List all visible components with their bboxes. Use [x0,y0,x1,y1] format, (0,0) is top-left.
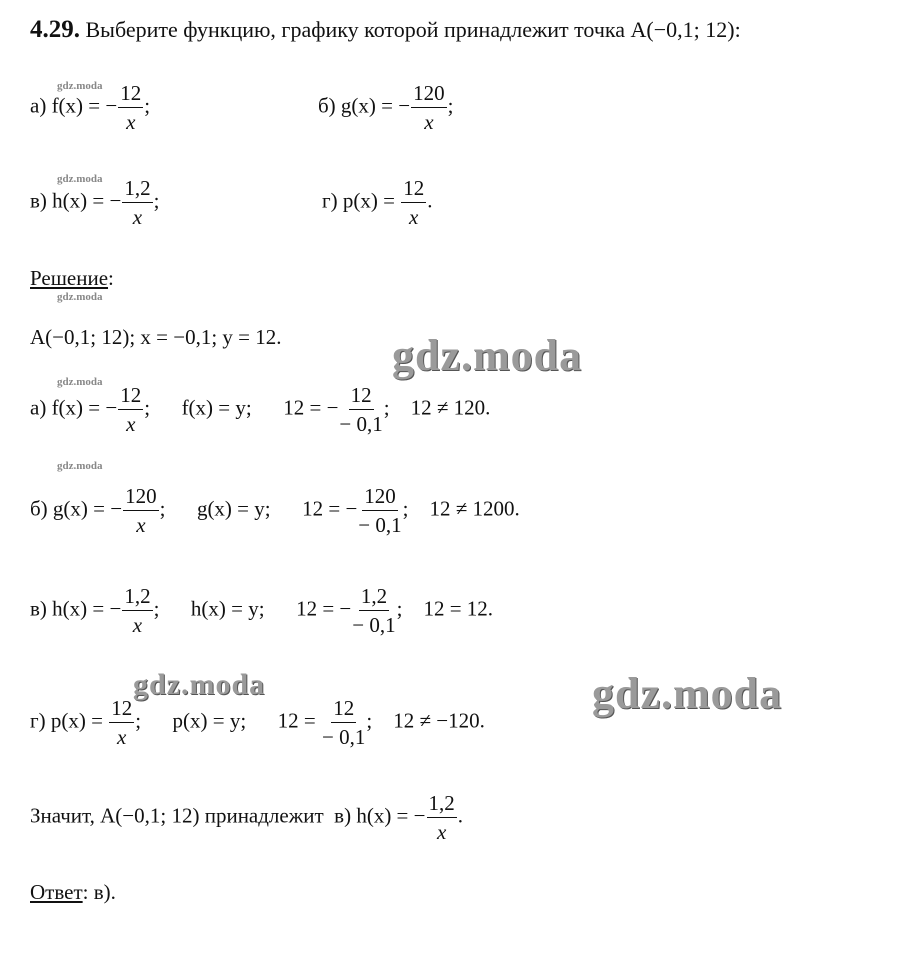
fraction-numerator: 12 [118,80,143,108]
watermark-big: gdz.moda [392,331,583,380]
option-a-suffix: ; [144,93,151,118]
option-b [318,80,453,135]
option-g-prefix: г) p(x) = [322,188,401,213]
step-a-lhs: а) f(x) = − [30,395,118,420]
step-a-middle: ; f(x) = y; 12 = − [144,395,339,420]
conclusion-text: Значит, A(−0,1; 12) принадлежит в) h(x) = − [30,803,426,828]
answer-label: Ответ [30,880,83,904]
watermark-small: gdz.moda [57,80,103,92]
option-g-fraction [401,175,426,230]
step-b-result: ; 12 ≠ 1200. [402,496,520,521]
fraction-denominator: x [424,110,434,134]
option-g-suffix: . [427,188,433,213]
fraction-denominator: x [132,613,143,637]
step-a-right-fraction [339,382,382,437]
fraction-denominator: − 0,1 [322,725,366,749]
option-v-fraction [122,175,152,230]
problem-title [30,16,741,44]
watermark-small: gdz.moda [57,460,103,472]
step-g-right-fraction [322,695,365,750]
step-b-middle: ; g(x) = y; 12 = − [159,496,358,521]
step-g-middle: ; p(x) = y; 12 = [135,708,322,733]
step-b-left-fraction [123,483,159,538]
step-b [30,483,520,538]
conclusion-fraction [427,790,457,845]
fraction-denominator: − 0,1 [358,513,402,537]
step-g-lhs: г) p(x) = [30,708,109,733]
step-v-result: ; 12 = 12. [396,596,494,621]
fraction-denominator: x [132,205,143,229]
fraction-numerator: 1,2 [122,583,152,611]
fraction-numerator: 120 [411,80,447,108]
option-v-prefix: в) h(x) = − [30,188,122,213]
option-a-fraction [118,80,143,135]
step-v-right-fraction [352,583,395,638]
fraction-denominator: x [136,513,146,537]
conclusion-end: . [457,803,463,828]
conclusion [30,790,463,845]
fraction-numerator: 120 [123,483,159,511]
fraction-numerator: 12 [109,695,134,723]
fraction-denominator: x [409,205,419,229]
option-b-suffix: ; [447,93,454,118]
point-line: A(−0,1; 12); x = −0,1; y = 12. [30,325,282,349]
fraction-denominator: x [126,412,136,436]
problem-number: 4.29. [30,16,80,43]
problem-statement: Выберите функцию, графику которой принадлежит точка A(−0,1; 12): [85,17,741,42]
fraction-denominator: x [126,110,136,134]
step-v [30,583,493,638]
option-a-prefix: а) f(x) = − [30,93,118,118]
fraction-numerator: 1,2 [122,175,152,203]
watermark-small: gdz.moda [57,173,103,185]
step-a-left-fraction [118,382,143,437]
solution-heading-text: Решение [30,266,109,290]
step-a-result: ; 12 ≠ 120. [383,395,491,420]
fraction-numerator: 1,2 [359,583,389,611]
fraction-denominator: − 0,1 [339,412,383,436]
fraction-denominator: − 0,1 [352,613,396,637]
watermark-small: gdz.moda [57,291,103,303]
step-b-right-fraction [358,483,401,538]
fraction-numerator: 12 [118,382,143,410]
step-g [30,695,485,750]
step-v-lhs: в) h(x) = − [30,596,122,621]
option-b-prefix: б) g(x) = − [318,93,411,118]
step-g-result: ; 12 ≠ −120. [366,708,485,733]
step-a [30,382,490,437]
fraction-numerator: 120 [362,483,398,511]
fraction-numerator: 12 [401,175,426,203]
fraction-denominator: x [117,725,127,749]
watermark-big: gdz.moda [133,668,266,701]
solution-heading-colon: : [108,266,114,290]
watermark-big: gdz.moda [592,669,783,718]
answer-value: : в). [82,880,116,904]
fraction-numerator: 1,2 [427,790,457,818]
step-g-left-fraction [109,695,134,750]
step-v-middle: ; h(x) = y; 12 = − [153,596,352,621]
option-v-suffix: ; [153,188,160,213]
fraction-numerator: 12 [331,695,356,723]
step-b-lhs: б) g(x) = − [30,496,123,521]
solution-heading [30,266,114,291]
option-b-fraction [411,80,447,135]
watermark-small: gdz.moda [57,376,103,388]
fraction-denominator: x [436,820,447,844]
step-v-left-fraction [122,583,152,638]
fraction-numerator: 12 [349,382,374,410]
answer [30,880,116,905]
option-g [322,175,432,230]
